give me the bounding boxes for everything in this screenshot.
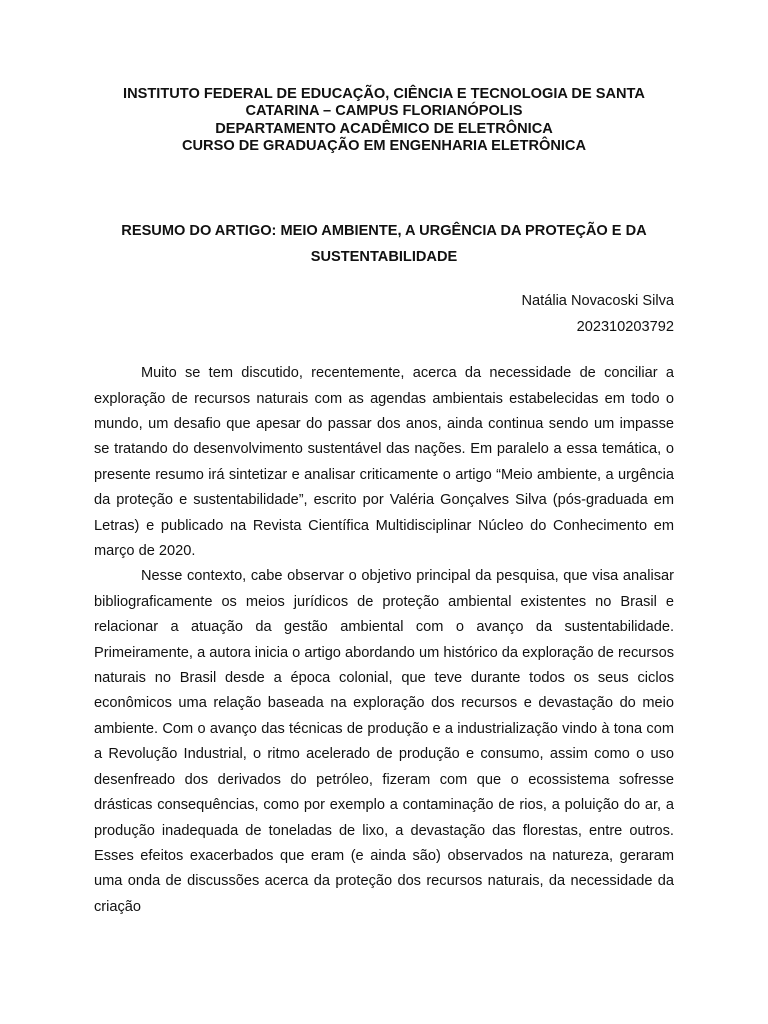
header-line-course: CURSO DE GRADUAÇÃO EM ENGENHARIA ELETRÔNICA: [181, 137, 587, 154]
header-line-institution: INSTITUTO FEDERAL DE EDUCAÇÃO, CIÊNCIA E TECNOLOGIA DE SANTA: [123, 86, 645, 102]
document-title: [94, 219, 674, 270]
author-id: 202310203792: [576, 318, 674, 335]
title-line-2: SUSTENTABILIDADE: [310, 248, 458, 265]
body-paragraph: Nesse contexto, cabe observar o objetivo principal da pesquisa, que visa analisar bibliograficamente os meios jurídicos de proteção ambiental existentes no Brasil e relacionar a atuação da gestão ambiental com o avanço da sustentabilidade. Primeiramente, a autora inicia o artigo abordando um histórico da exploração de recursos naturais no Brasil desde a época colonial, que teve durante todos os seus ciclos econômicos uma relação baseada na exploração dos recursos e devastação do meio ambiente. Com o avanço das técnicas de produção e a industrialização vindo à tona com a Revolução Industrial, o ritmo acelerado de produção e consumo, assim como o uso desenfreado dos derivados do petróleo, fizeram com que o ecossistema sofresse drásticas consequências, como por exemplo a contaminação de rios, a poluição do ar, a produção inadequada de toneladas de lixo, a devastação das florestas, entre outros. Esses efeitos exacerbados que eram (e ainda são) observados na natureza, geraram uma onda de discussões acerca da proteção dos recursos naturais, da necessidade da criação: [94, 568, 674, 915]
author-block: [94, 289, 674, 340]
title-line-1: RESUMO DO ARTIGO: MEIO AMBIENTE, A URGÊNCIA DA PROTEÇÃO E DA: [121, 223, 647, 240]
body-paragraph: Muito se tem discutido, recentemente, acerca da necessidade de conciliar a exploração de recursos naturais com as agendas ambientais estabelecidas em todo o mundo, um desafio que apesar do passar dos anos, ainda continua sendo um impasse se tratando do desenvolvimento sustentável das nações. Em paralelo a essa temática, o presente resumo irá sintetizar e analisar criticamente o artigo “Meio ambiente, a urgência da proteção e sustentabilidade”, escrito por Valéria Gonçalves Silva (pós-graduada em Letras) e publicado na Revista Científica Multidisciplinar Núcleo do Conhecimento em março de 2020.: [94, 365, 674, 560]
header-line-campus: CATARINA – CAMPUS FLORIANÓPOLIS: [245, 103, 523, 120]
author-name: Natália Novacoski Silva: [521, 293, 674, 310]
institution-header: [94, 86, 674, 155]
document-body: [94, 361, 674, 920]
header-line-department: DEPARTAMENTO ACADÊMICO DE ELETRÔNICA: [215, 120, 553, 137]
